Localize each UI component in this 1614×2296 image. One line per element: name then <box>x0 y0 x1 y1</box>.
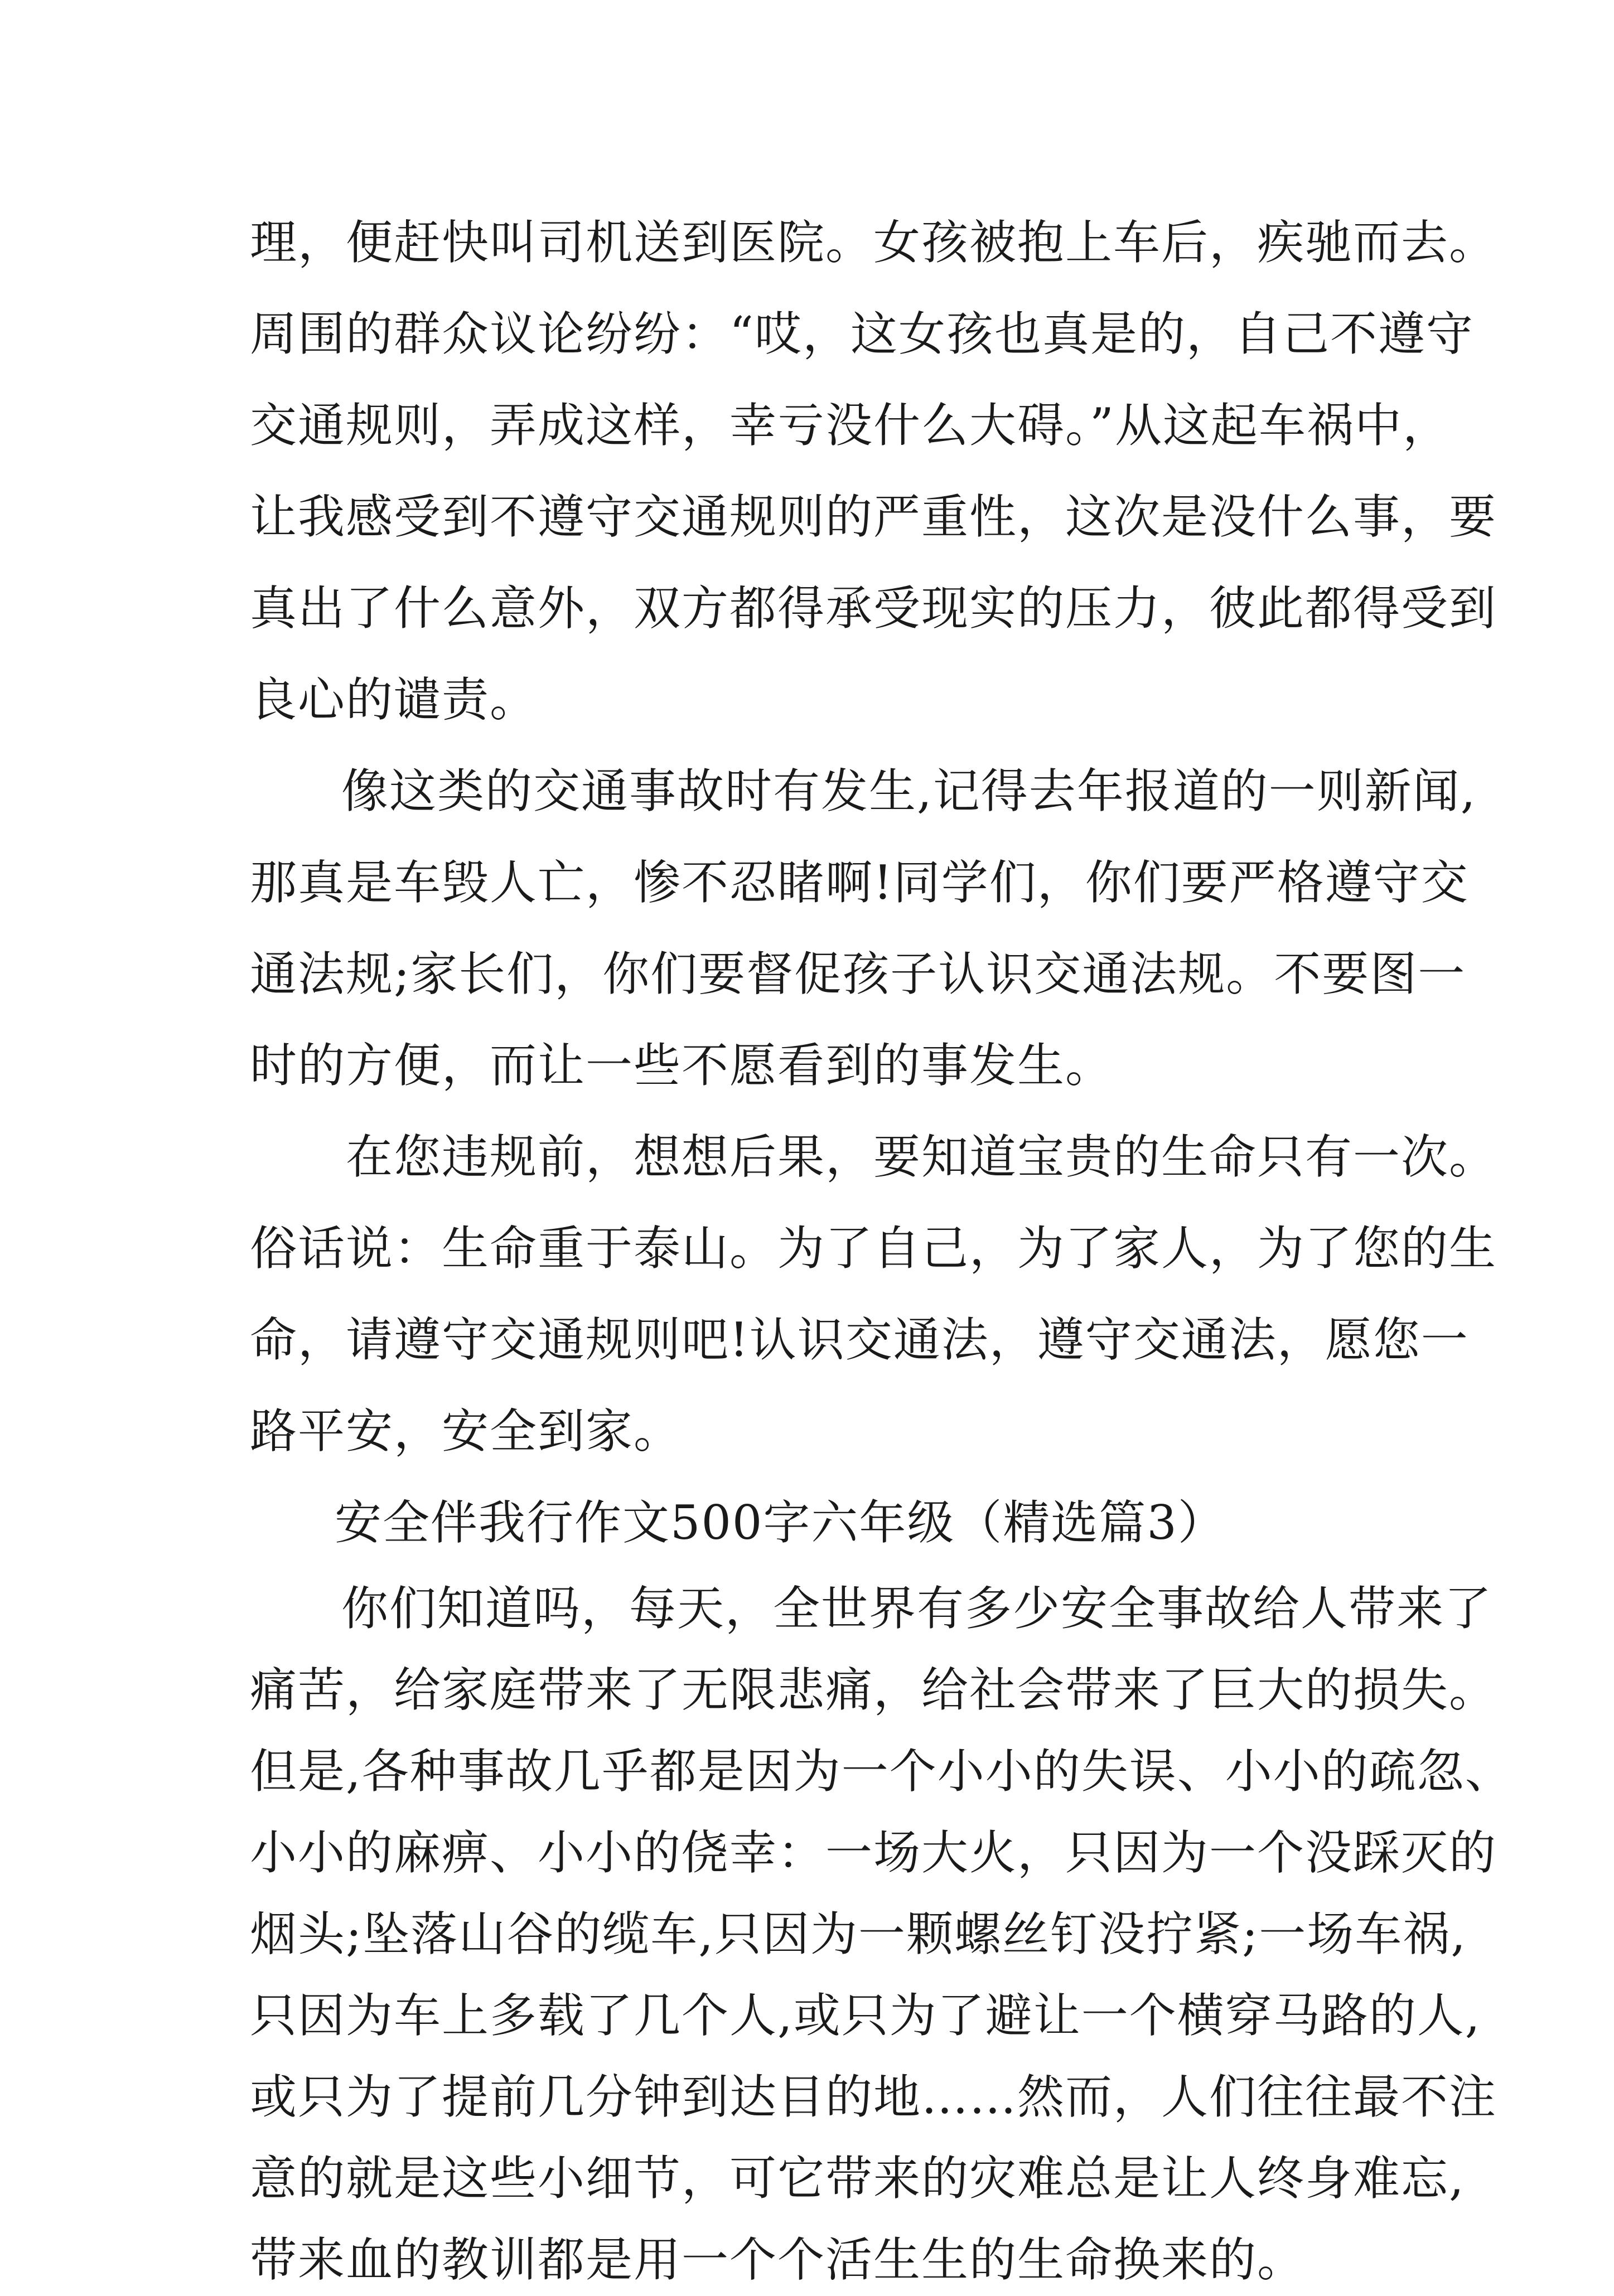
text-line: 意的就是这些小细节，可它带来的灾难总是让人终身难忘, <box>250 2151 1465 2206</box>
text-line: 痛苦，给家庭带来了无限悲痛，给社会带来了巨大的损失。 <box>250 1663 1497 1717</box>
text-line: 路平安，安全到家。 <box>250 1404 682 1459</box>
section-heading: 安全伴我行作文500字六年级（精选篇3） <box>335 1495 1226 1550</box>
text-line: 良心的谴责。 <box>250 672 538 727</box>
text-line: 时的方便，而让一些不愿看到的事发生。 <box>250 1038 1114 1093</box>
text-line: 命，请遵守交通规则吧!认识交通法，遵守交通法，愿您一 <box>250 1312 1469 1367</box>
text-line: 在您违规前，想想后果，要知道宝贵的生命只有一次。 <box>346 1130 1497 1184</box>
text-line: 像这类的交通事故时有发生,记得去年报道的一则新闻, <box>341 764 1477 818</box>
text-line: 真出了什么意外，双方都得承受现实的压力，彼此都得受到 <box>250 581 1497 636</box>
text-line: 让我感受到不遵守交通规则的严重性，这次是没什么事，要 <box>250 490 1497 544</box>
text-line: 烟头;坠落山谷的缆车,只因为一颗螺丝钉没拧紧;一场车祸, <box>250 1907 1467 1961</box>
text-line: 俗话说：生命重于泰山。为了自己，为了家人，为了您的生 <box>250 1221 1497 1276</box>
text-line: 理，便赶快叫司机送到医院。女孩被抱上车后，疾驰而去。 <box>250 215 1497 270</box>
text-line: 或只为了提前几分钟到达目的地……然而，人们往往最不注 <box>250 2070 1497 2124</box>
text-line: 你们知道吗，每天，全世界有多少安全事故给人带来了 <box>341 1581 1493 1636</box>
text-line: 那真是车毁人亡，惨不忍睹啊!同学们，你们要严格遵守交 <box>250 855 1469 910</box>
text-line: 周围的群众议论纷纷：“哎，这女孩也真是的，自己不遵守 <box>250 307 1474 361</box>
text-line: 交通规则，弄成这样，幸亏没什么大碍。”从这起车祸中， <box>250 398 1451 453</box>
text-line: 小小的麻痹、小小的侥幸：一场大火，只因为一个没踩灭的 <box>250 1825 1497 1880</box>
text-line: 通法规;家长们，你们要督促孩子认识交通法规。不要图一 <box>250 947 1466 1001</box>
text-line: 只因为车上多载了几个人,或只为了避让一个横穿马路的人, <box>250 1988 1481 2043</box>
text-line: 带来血的教训都是用一个个活生生的生命换来的。 <box>250 2232 1306 2287</box>
text-line: 但是,各种事故几乎都是因为一个小小的失误、小小的疏忽、 <box>250 1744 1513 1799</box>
